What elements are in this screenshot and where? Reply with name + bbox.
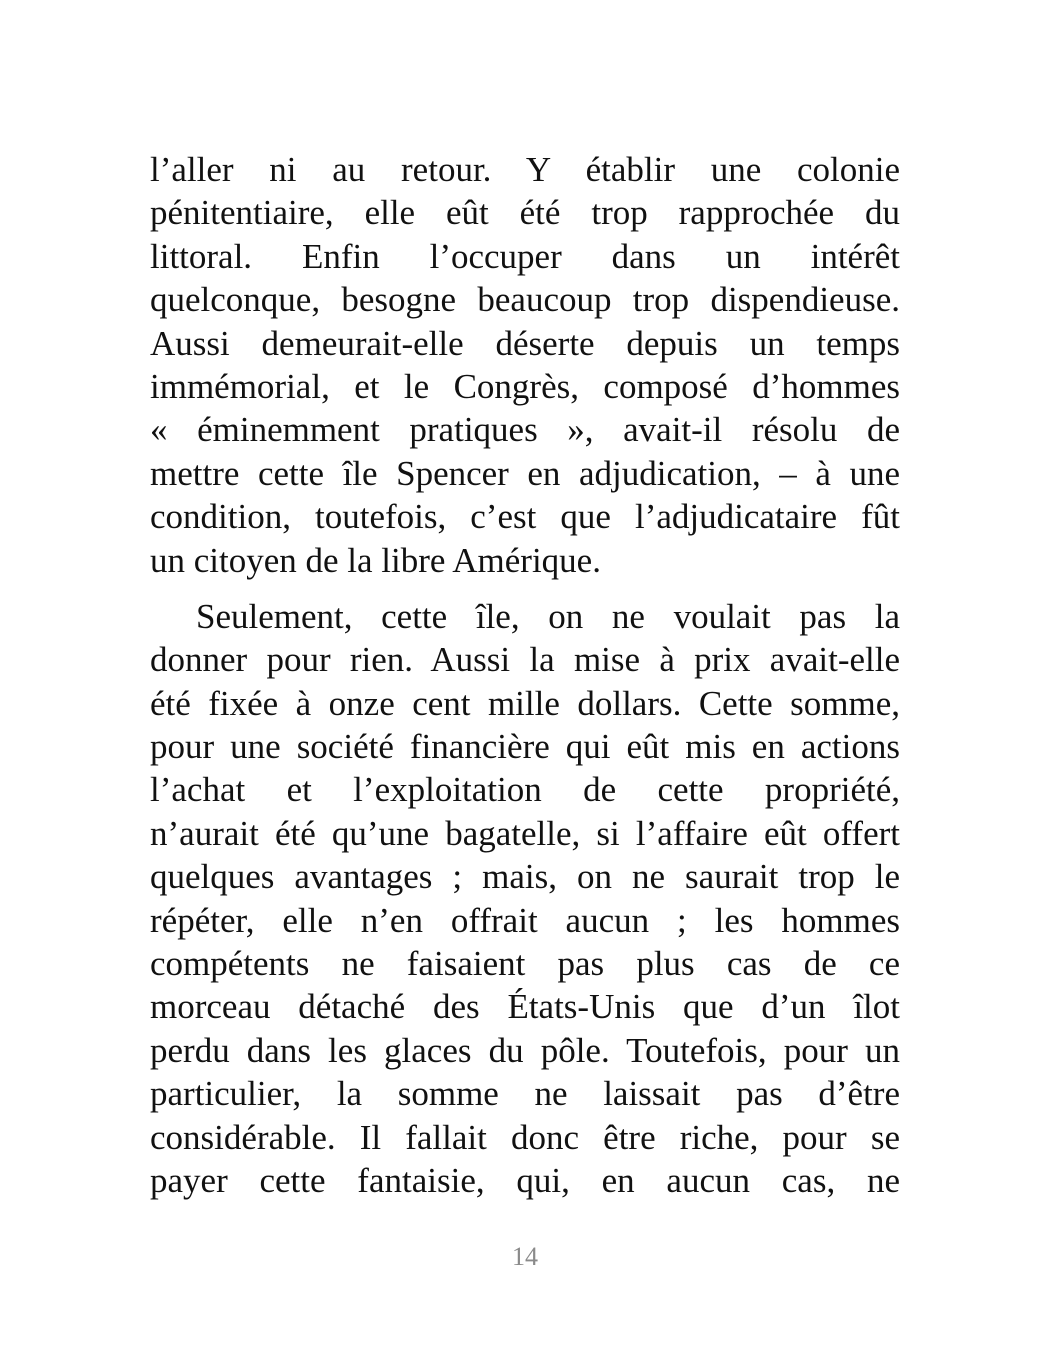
paragraph-2 [150, 595, 900, 1202]
text-line: considérable. Il fallait donc être riche, pour se [150, 1117, 900, 1157]
text-line: mettre cette île Spencer en adjudication, – à une [150, 453, 900, 493]
paragraph-spacer [150, 582, 900, 595]
text-line: quelconque, besogne beaucoup trop dispendieuse. [150, 280, 900, 320]
text-line: quelques avantages ; mais, on ne saurait trop le [150, 857, 900, 897]
text-line: compétents ne faisaient pas plus cas de ce [150, 944, 900, 984]
page-body [150, 148, 900, 1202]
text-line: été fixée à onze cent mille dollars. Cette somme, [150, 683, 900, 723]
text-line: « éminemment pratiques », avait-il résolu de [150, 410, 900, 450]
text-line: répéter, elle n’en offrait aucun ; les hommes [150, 900, 900, 940]
text-line: pénitentiaire, elle eût été trop rapprochée du [150, 193, 900, 233]
text-line: donner pour rien. Aussi la mise à prix avait-elle [150, 640, 900, 680]
paragraph-1 [150, 148, 900, 582]
text-line: immémorial, et le Congrès, composé d’hommes [150, 366, 900, 406]
text-line: payer cette fantaisie, qui, en aucun cas, ne [150, 1160, 900, 1200]
text-line: condition, toutefois, c’est que l’adjudicataire fût [150, 497, 900, 537]
text-line: un citoyen de la libre Amérique. [150, 540, 601, 580]
text-line: pour une société financière qui eût mis en actions [150, 727, 900, 767]
text-line: perdu dans les glaces du pôle. Toutefois, pour un [150, 1030, 900, 1070]
text-line: l’aller ni au retour. Y établir une colonie [150, 150, 900, 189]
text-line: particulier, la somme ne laissait pas d’être [150, 1074, 900, 1114]
text-line: n’aurait été qu’une bagatelle, si l’affaire eût offert [150, 813, 900, 853]
text-line: l’achat et l’exploitation de cette propriété, [150, 770, 900, 810]
text-line: Aussi demeurait-elle déserte depuis un temps [150, 323, 900, 363]
text-line: morceau détaché des États-Unis que d’un îlot [150, 987, 900, 1027]
page-number: 14 [512, 1242, 538, 1271]
text-line: Seulement, cette île, on ne voulait pas la [196, 596, 900, 636]
text-line: littoral. Enfin l’occuper dans un intérêt [150, 236, 900, 276]
